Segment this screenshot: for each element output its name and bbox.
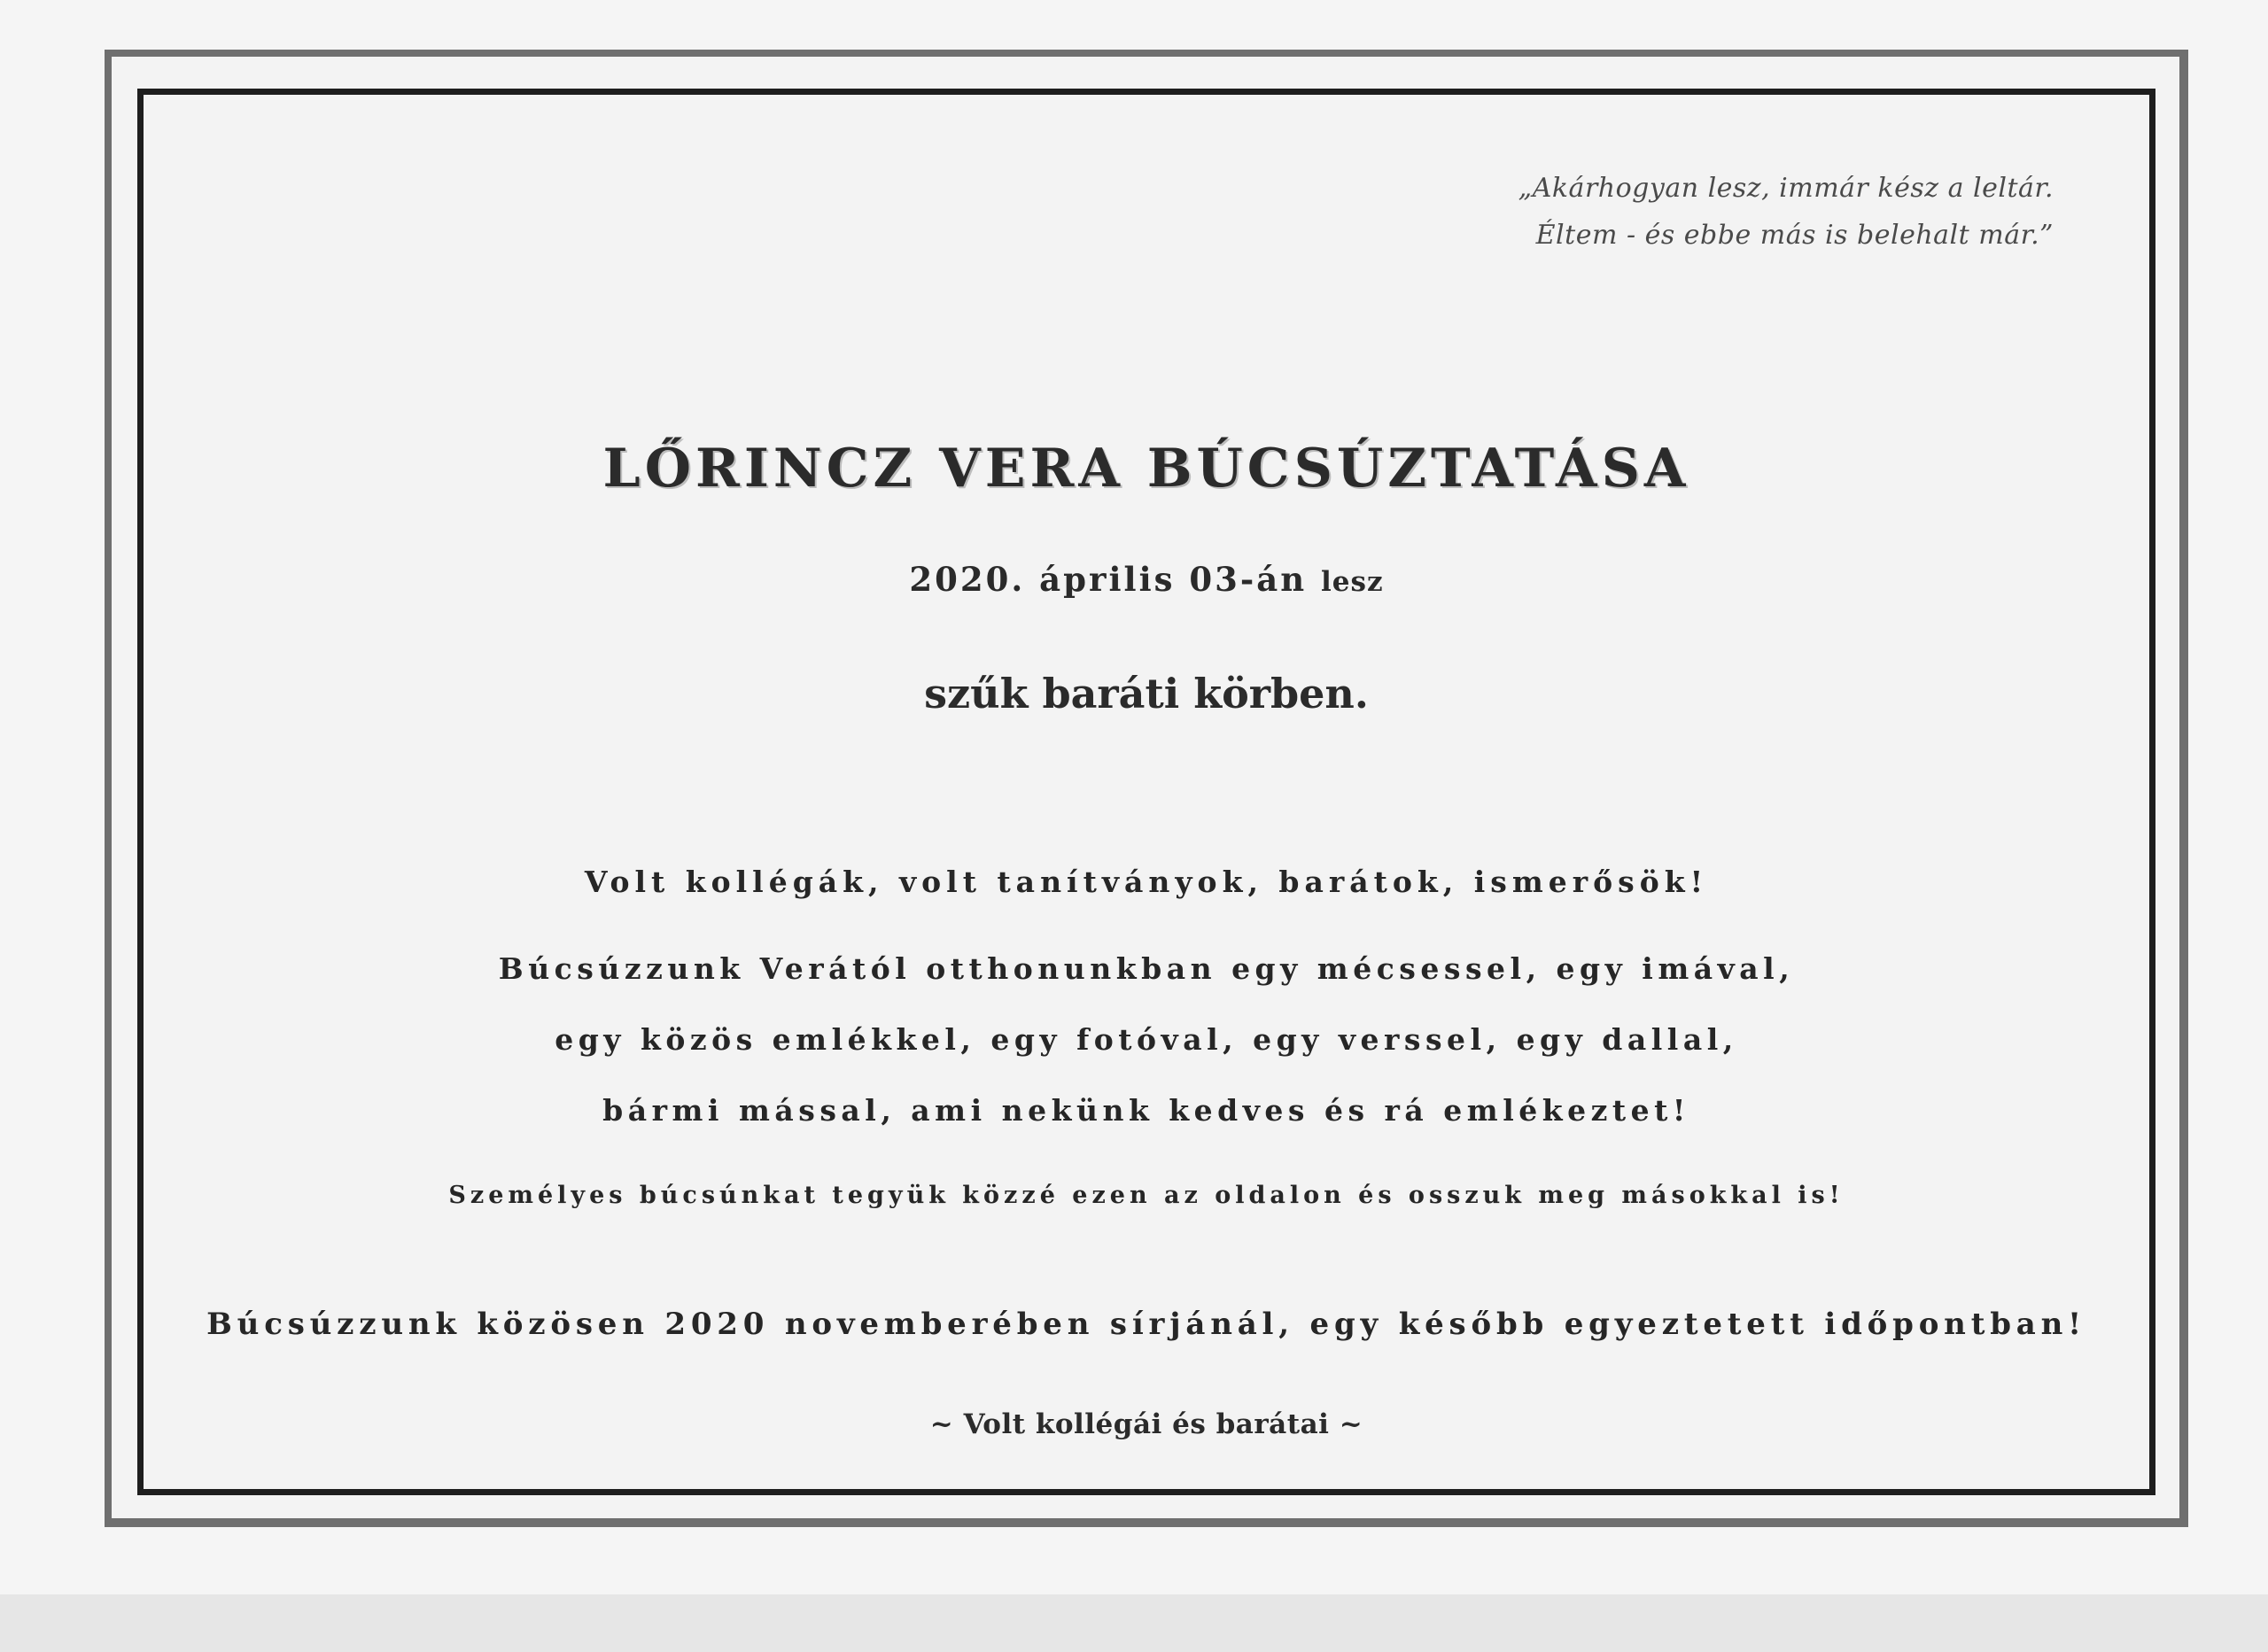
paragraph-line: bármi mással, ami nekünk kedves és rá emlékeztet! [602, 1093, 1690, 1128]
notice-title: LŐRINCZ VERA BÚCSÚZTATÁSA [602, 438, 1690, 500]
paragraph-november: Búcsúzzunk közösen 2020 novemberében sírjánál, egy később egyeztetett időpontban! [206, 1307, 2086, 1342]
date-main: 2020. április 03-án [909, 560, 1308, 599]
notice-date [151, 560, 2142, 599]
paragraph-line: egy közös emlékkel, egy fotóval, egy verssel, egy dallal, [555, 1022, 1738, 1057]
motto-line-1: „Akárhogyan lesz, immár kész a leltár. [1518, 173, 2054, 204]
paragraph-share-note: Személyes búcsúnkat tegyük közzé ezen az oldalon és osszuk meg másokkal is! [448, 1182, 1845, 1209]
inner-mourning-frame [137, 89, 2155, 1495]
scan-background [0, 1594, 2268, 1652]
paragraph-greeting: Volt kollégák, volt tanítványok, barátok, ismerősök! [584, 865, 1709, 899]
notice-signature: ~ Volt kollégái és barátai ~ [929, 1408, 1363, 1440]
paragraph-line: Búcsúzzunk Verától otthonunkban egy mécsessel, egy imával, [498, 951, 1795, 986]
date-suffix: lesz [1321, 566, 1384, 598]
notice-circle: szűk baráti körben. [924, 670, 1369, 717]
motto-line-2: Éltem - és ebbe más is belehalt már.” [1535, 220, 2054, 251]
